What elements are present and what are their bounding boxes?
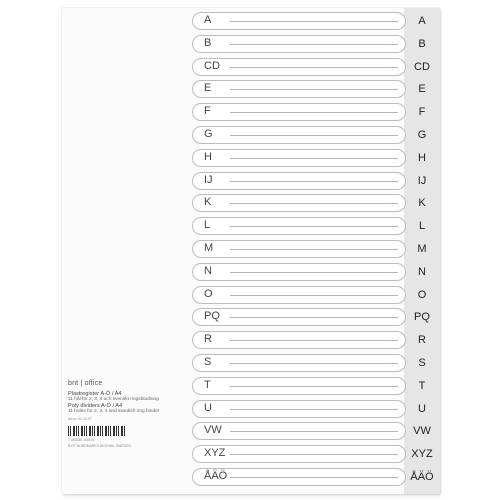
index-row	[192, 286, 406, 304]
row-label: G	[204, 128, 213, 140]
index-row	[192, 377, 406, 395]
write-line	[230, 317, 398, 318]
index-row	[192, 240, 406, 258]
index-row	[192, 149, 406, 167]
product-label	[68, 380, 180, 464]
index-row	[192, 58, 406, 76]
index-tab[interactable]: A	[418, 15, 426, 27]
write-line	[230, 409, 398, 410]
index-row	[192, 103, 406, 121]
row-label: ÅÄÖ	[204, 470, 228, 482]
index-tab[interactable]: U	[418, 402, 426, 415]
write-line	[230, 67, 398, 68]
write-line	[230, 363, 398, 364]
index-tab[interactable]: E	[418, 83, 426, 96]
write-line	[230, 44, 398, 45]
brand-name: bnt | office	[68, 380, 103, 387]
index-tab[interactable]: H	[418, 151, 426, 164]
write-line	[230, 21, 398, 22]
index-row	[192, 126, 406, 144]
index-tab[interactable]: L	[418, 220, 426, 233]
row-label: PQ	[204, 310, 220, 323]
index-tab[interactable]: R	[418, 334, 426, 347]
write-line	[230, 203, 398, 204]
label-line-1: Plastregister A-Ö / A4	[68, 391, 122, 397]
index-row	[192, 445, 406, 463]
row-label: CD	[204, 59, 220, 72]
write-line	[230, 386, 398, 387]
index-tab[interactable]: S	[418, 357, 426, 369]
index-tab[interactable]: T	[418, 379, 426, 392]
write-line	[230, 135, 398, 136]
write-line	[230, 249, 398, 250]
index-row	[192, 80, 406, 98]
index-row	[192, 331, 406, 349]
write-line	[230, 340, 398, 341]
row-label: S	[204, 356, 212, 368]
row-label: B	[204, 36, 212, 49]
write-line	[230, 431, 398, 432]
index-row	[192, 35, 406, 53]
row-label: L	[204, 219, 211, 232]
row-label: XYZ	[204, 447, 226, 460]
row-label: VW	[204, 424, 222, 437]
index-tab[interactable]: ÅÄÖ	[410, 471, 434, 483]
write-line	[230, 272, 398, 273]
write-line	[230, 89, 398, 90]
label-footer: B-NT NORDMARKS 55 BYAKL SWEDEN	[68, 444, 131, 448]
label-line-4: 11 holes for 2, 3, 4 and swedish ring binder	[68, 409, 160, 414]
row-label: R	[204, 333, 212, 346]
index-row	[192, 263, 406, 281]
index-row	[192, 468, 406, 486]
label-line-3: Poly dividers A-Ö / A4	[68, 403, 123, 409]
index-tab[interactable]: O	[417, 288, 427, 301]
index-row	[192, 217, 406, 235]
write-line	[230, 295, 398, 296]
row-label: A	[204, 14, 212, 26]
row-label: N	[204, 264, 212, 277]
write-line	[230, 158, 398, 159]
index-tab[interactable]: XYZ	[411, 448, 433, 461]
barcode-number: 7 392285 160074	[68, 438, 95, 442]
row-label: F	[204, 105, 211, 118]
row-label: T	[204, 378, 211, 391]
index-tab[interactable]: G	[417, 129, 427, 141]
write-line	[230, 181, 398, 182]
index-tab[interactable]: K	[418, 197, 426, 210]
index-row	[192, 354, 406, 372]
write-line	[230, 112, 398, 113]
index-row	[192, 422, 406, 440]
row-label: E	[204, 82, 212, 95]
write-line	[230, 477, 398, 478]
index-tab[interactable]: M	[417, 243, 427, 255]
index-tab[interactable]: F	[418, 106, 426, 119]
write-line	[230, 226, 398, 227]
index-row	[192, 194, 406, 212]
row-label: M	[204, 242, 214, 254]
index-tab[interactable]: PQ	[414, 311, 430, 324]
index-tab[interactable]: IJ	[417, 174, 427, 187]
index-row	[192, 308, 406, 326]
index-row	[192, 12, 406, 30]
write-line	[230, 454, 398, 455]
row-label: K	[204, 196, 212, 209]
barcode-graphic	[68, 426, 126, 436]
index-row	[192, 400, 406, 418]
row-label: O	[204, 287, 213, 300]
row-label: IJ	[204, 173, 213, 186]
row-label: U	[204, 401, 212, 414]
row-label: H	[204, 150, 212, 163]
index-tab[interactable]: VW	[413, 425, 431, 438]
label-line-2: 11 hål för 2, 3, 4 och svenskt ringsbladning	[68, 397, 159, 402]
article-number: Art.nr: 41-10-07	[68, 417, 92, 421]
index-tab[interactable]: CD	[414, 60, 430, 73]
index-tab[interactable]: N	[418, 265, 426, 278]
index-row	[192, 172, 406, 190]
index-tab[interactable]: B	[418, 37, 426, 50]
